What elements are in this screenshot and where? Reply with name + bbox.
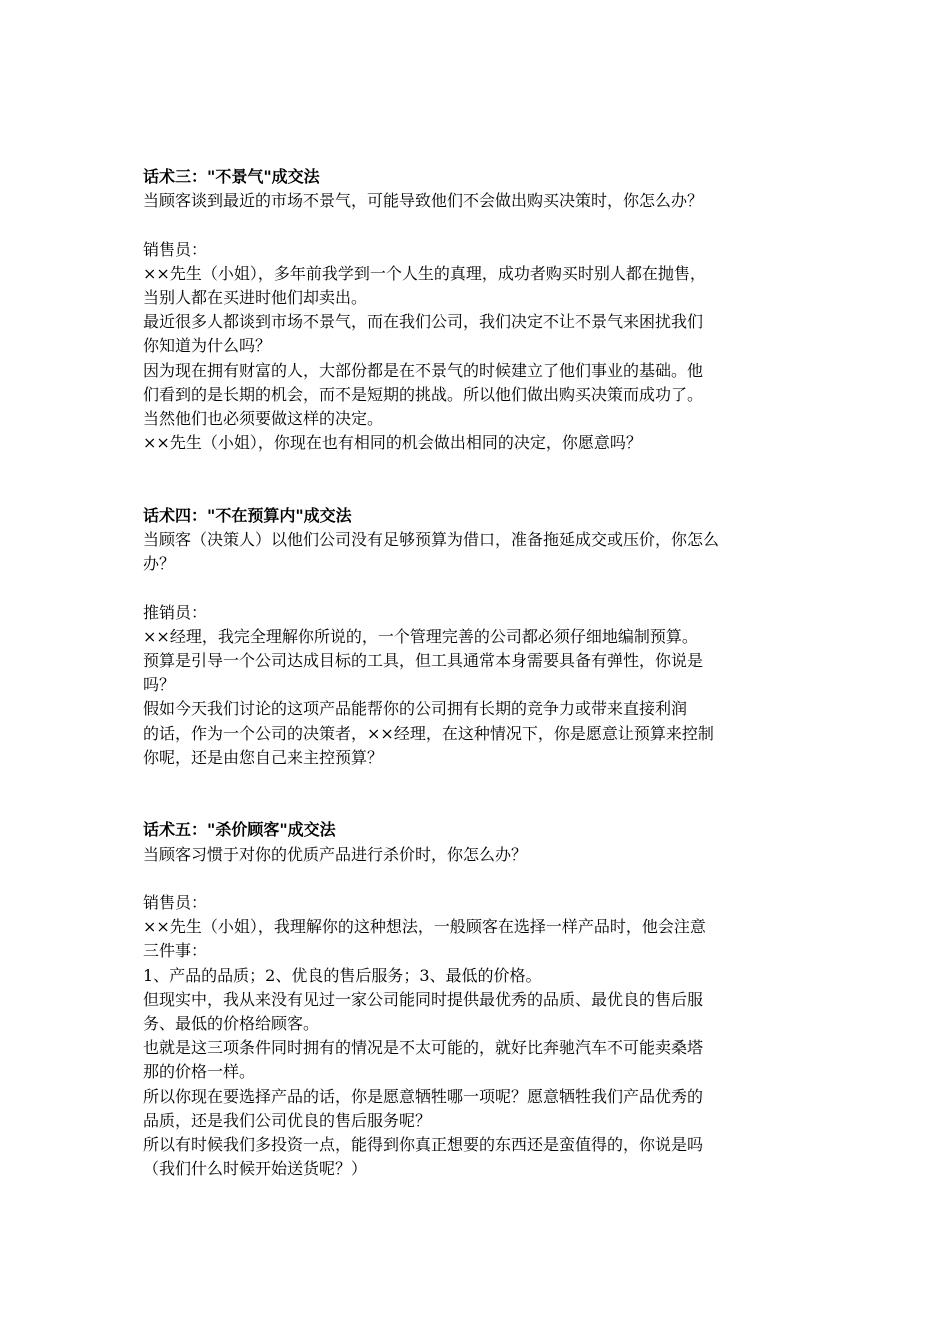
body-line: 所以你现在要选择产品的话，你是愿意牺牲哪一项呢？愿意牺牲我们产品优秀的 bbox=[143, 1086, 704, 1106]
section-4 bbox=[143, 504, 815, 770]
section-question: 办？ bbox=[143, 554, 176, 574]
body-line: 假如今天我们讨论的这项产品能帮你的公司拥有长期的竞争力或带来直接利润 bbox=[143, 699, 688, 719]
body-line: 品质，还是我们公司优良的售后服务呢？ bbox=[143, 1110, 432, 1130]
body-line: 也就是这三项条件同时拥有的情况是不太可能的，就好比奔驰汽车不可能卖桑塔 bbox=[143, 1038, 704, 1058]
body-line: 1、产品的品质；2、优良的售后服务；3、最低的价格。 bbox=[143, 965, 542, 985]
section-question: 当顾客（决策人）以他们公司没有足够预算为借口，准备拖延成交或压价，你怎么 bbox=[143, 530, 720, 550]
section-question: 当顾客习惯于对你的优质产品进行杀价时，你怎么办？ bbox=[143, 844, 528, 864]
body-line: ××先生（小姐），多年前我学到一个人生的真理，成功者购买时别人都在抛售， bbox=[143, 263, 706, 283]
body-line: 因为现在拥有财富的人，大部份都是在不景气的时候建立了他们事业的基础。他 bbox=[143, 360, 704, 380]
body-line: 当别人都在买进时他们却卖出。 bbox=[143, 288, 368, 307]
body-line: 当然他们也必须要做这样的决定。 bbox=[143, 409, 384, 429]
body-line: ××经理，我完全理解你所说的，一个管理完善的公司都必须仔细地编制预算。 bbox=[143, 626, 698, 646]
body-line: 三件事： bbox=[143, 941, 208, 961]
blank-line bbox=[143, 576, 815, 600]
body-line: 那的价格一样。 bbox=[143, 1062, 256, 1082]
document-page bbox=[143, 165, 815, 1181]
section-spacer bbox=[143, 455, 815, 503]
body-line: ××先生（小姐），你现在也有相同的机会做出相同的决定，你愿意吗？ bbox=[143, 433, 642, 453]
body-line: 们看到的是长期的机会，而不是短期的挑战。所以他们做出购买决策而成功了。 bbox=[143, 384, 704, 404]
body-line: 最近很多人都谈到市场不景气，而在我们公司，我们决定不让不景气来困扰我们 bbox=[143, 312, 704, 332]
section-title: 话术四："不在预算内"成交法 bbox=[143, 505, 352, 525]
body-line: 吗？ bbox=[143, 675, 176, 695]
section-spacer bbox=[143, 770, 815, 818]
body-line: 但现实中，我从来没有见过一家公司能同时提供最优秀的品质、最优良的售后服 bbox=[143, 989, 704, 1009]
section-title: 话术三："不景气"成交法 bbox=[143, 167, 320, 186]
speaker-label: 销售员： bbox=[143, 239, 208, 259]
section-3 bbox=[143, 165, 815, 455]
body-line: 预算是引导一个公司达成目标的工具，但工具通常本身需要具备有弹性，你说是 bbox=[143, 651, 704, 671]
body-line: 的话，作为一个公司的决策者，××经理，在这种情况下，你是愿意让预算来控制 bbox=[143, 723, 714, 743]
body-line: （我们什么时候开始送货呢？） bbox=[143, 1159, 368, 1179]
section-question: 当顾客谈到最近的市场不景气，可能导致他们不会做出购买决策时，你怎么办？ bbox=[143, 191, 704, 211]
body-line: 你呢，还是由您自己来主控预算？ bbox=[143, 747, 384, 767]
speaker-label: 推销员： bbox=[143, 602, 208, 622]
body-line: 你知道为什么吗？ bbox=[143, 336, 272, 356]
body-line: ××先生（小姐），我理解你的这种想法，一般顾客在选择一样产品时，他会注意 bbox=[143, 917, 706, 937]
blank-line bbox=[143, 213, 815, 237]
body-line: 所以有时候我们多投资一点，能得到你真正想要的东西还是蛮值得的，你说是吗 bbox=[143, 1135, 704, 1155]
speaker-label: 销售员： bbox=[143, 893, 208, 913]
blank-line bbox=[143, 867, 815, 891]
section-title: 话术五："杀价顾客"成交法 bbox=[143, 820, 336, 840]
section-5 bbox=[143, 818, 815, 1181]
body-line: 务、最低的价格给顾客。 bbox=[143, 1014, 320, 1034]
